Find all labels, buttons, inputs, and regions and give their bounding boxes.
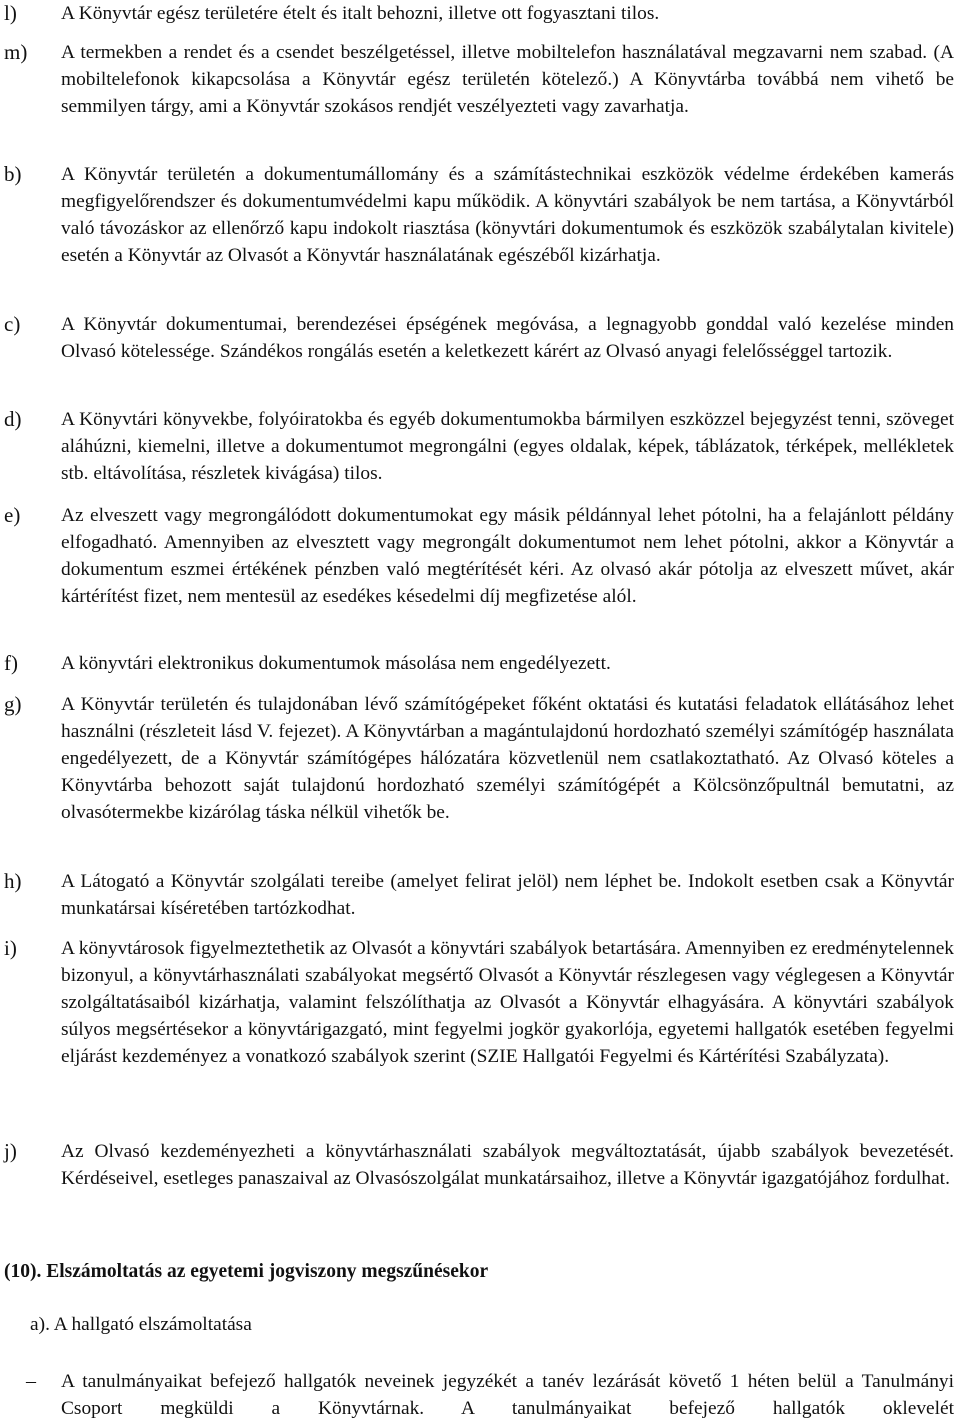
list-marker: e): [4, 503, 21, 527]
list-item-text: A Könyvtár területén és tulajdonában lévő számítógépeket főként oktatási és kutatási feladatok ellátásához lehet használni (részleteit lásd V. fejezet). A Könyvtárban a magántulajdonú hordozható személyi számítógép használata engedélyezett, de a Könyvtár számítógépes hálózatára közvetlenül nem csatlakoztatható. Az Olvasó köteles a Könyvtárba behozott saját tulajdonú hordozható személyi számítógépét a Kölcsönzőpultnál bemutatni, az olvasótermekbe kizárólag táska nélkül vihetők be.: [61, 694, 954, 823]
list-marker: d): [4, 407, 22, 431]
list-marker: m): [4, 40, 28, 64]
list-marker: b): [4, 162, 22, 186]
list-marker: f): [4, 651, 18, 675]
dash-item-text: A tanulmányaikat befejező hallgatók neveinek jegyzékét a tanév lezárását követő 1 héten belül a Tanulmányi Csoport megküldi a Könyvtárnak. A tanulmányaikat befejező hallgatók oklevelét: [61, 1371, 954, 1419]
list-item-text: A Könyvtár egész területére ételt és italt behozni, illetve ott fogyasztani tilos.: [61, 3, 660, 24]
list-item-text: A Látogató a Könyvtár szolgálati tereibe (amelyet felirat jelöl) nem léphet be. Indokolt esetben csak a Könyvtár munkatársai kíséretében tartózkodhat.: [61, 871, 954, 919]
list-marker: j): [4, 1139, 17, 1163]
list-item-text: A Könyvtár területén a dokumentumállomány és a számítástechnikai eszközök védelme érdekében kamerás megfigyelőrendszer és dokumentumvédelmi kapu működik. A könyvtári szabályok be nem tartása, a Könyvtárból való távozáskor az ellenőrző kapu indokolt riasztása (könyvtári dokumentumok és eszközök szabálytalan kivitele) esetén a Könyvtár az Olvasót a Könyvtár használatának egészéből kizárhatja.: [61, 164, 954, 266]
list-item-text: Az Olvasó kezdeményezheti a könyvtárhasználati szabályok megváltoztatását, újabb szabályok bevezetését. Kérdéseivel, esetleges panaszaival az Olvasószolgálat munkatársaihoz, illetve a Könyvtár igazgatójához fordulhat.: [61, 1141, 954, 1189]
list-marker: c): [4, 312, 21, 336]
list-item-text: A Könyvtári könyvekbe, folyóiratokba és egyéb dokumentumokba bármilyen eszközzel bejegyzést tenni, szöveget aláhúzni, kiemelni, illetve a dokumentumot megrongálni (egyes oldalak, képek, táblázatok, térképek, mellékletek stb. eltávolítása, részletek kivágása) tilos.: [61, 409, 954, 484]
list-item-text: Az elveszett vagy megrongálódott dokumentumokat egy másik példánnyal lehet pótolni, ha a felajánlott példány elfogadható. Amennyiben az elvesztett vagy megrongált dokumentumot nem lehet pótolni, akkor a Könyvtár a dokumentum eszmei értékének pénzben való megtérítését kéri. Az olvasó akár pótolja az elveszett művet, akár kártérítést fizet, nem mentesül az esedékes késedelmi díj megfizetése alól.: [61, 505, 954, 607]
list-marker: l): [4, 1, 17, 25]
section-subheading: a). A hallgató elszámoltatása: [30, 1314, 252, 1335]
list-item-text: A termekben a rendet és a csendet beszélgetéssel, illetve mobiltelefon használatával megzavarni nem szabad. (A mobiltelefonok kikapcsolása a Könyvtár egész területén kötelező.) A Könyvtárba továbbá nem vihető be semmilyen tárgy, ami a Könyvtár szokásos rendjét veszélyezteti vagy zavarhatja.: [61, 42, 954, 117]
list-marker: g): [4, 692, 22, 716]
list-marker: i): [4, 936, 17, 960]
list-marker: h): [4, 869, 22, 893]
section-heading: (10). Elszámoltatás az egyetemi jogviszony megszűnésekor: [4, 1261, 489, 1282]
list-item-text: A könyvtárosok figyelmeztethetik az Olvasót a könyvtári szabályok betartására. Amennyiben ez eredménytelennek bizonyul, a könyvtárhasználati szabályokat megsértő Olvasót a Könyvtár részlegesen vagy véglegesen a Könyvtár szolgáltatásaiból kizárhatja, valamint felszólíthatja az Olvasót a Könyvtár elhagyására. A könyvtári szabályok súlyos megsértésekor a könyvtárigazgató, mint fegyelmi jogkör gyakorlója, egyetemi hallgatók esetében fegyelmi eljárást kezdeményez a vonatkozó szabályok szerint (SZIE Hallgatói Fegyelmi és Kártérítési Szabályzata).: [61, 938, 954, 1067]
dash-marker: –: [26, 1370, 36, 1392]
list-item-text: A Könyvtár dokumentumai, berendezései épségének megóvása, a legnagyobb gonddal való kezelése minden Olvasó kötelessége. Szándékos rongálás esetén a keletkezett kárért az Olvasó anyagi felelősséggel tartozik.: [61, 314, 954, 362]
list-item-text: A könyvtári elektronikus dokumentumok másolása nem engedélyezett.: [61, 653, 611, 674]
